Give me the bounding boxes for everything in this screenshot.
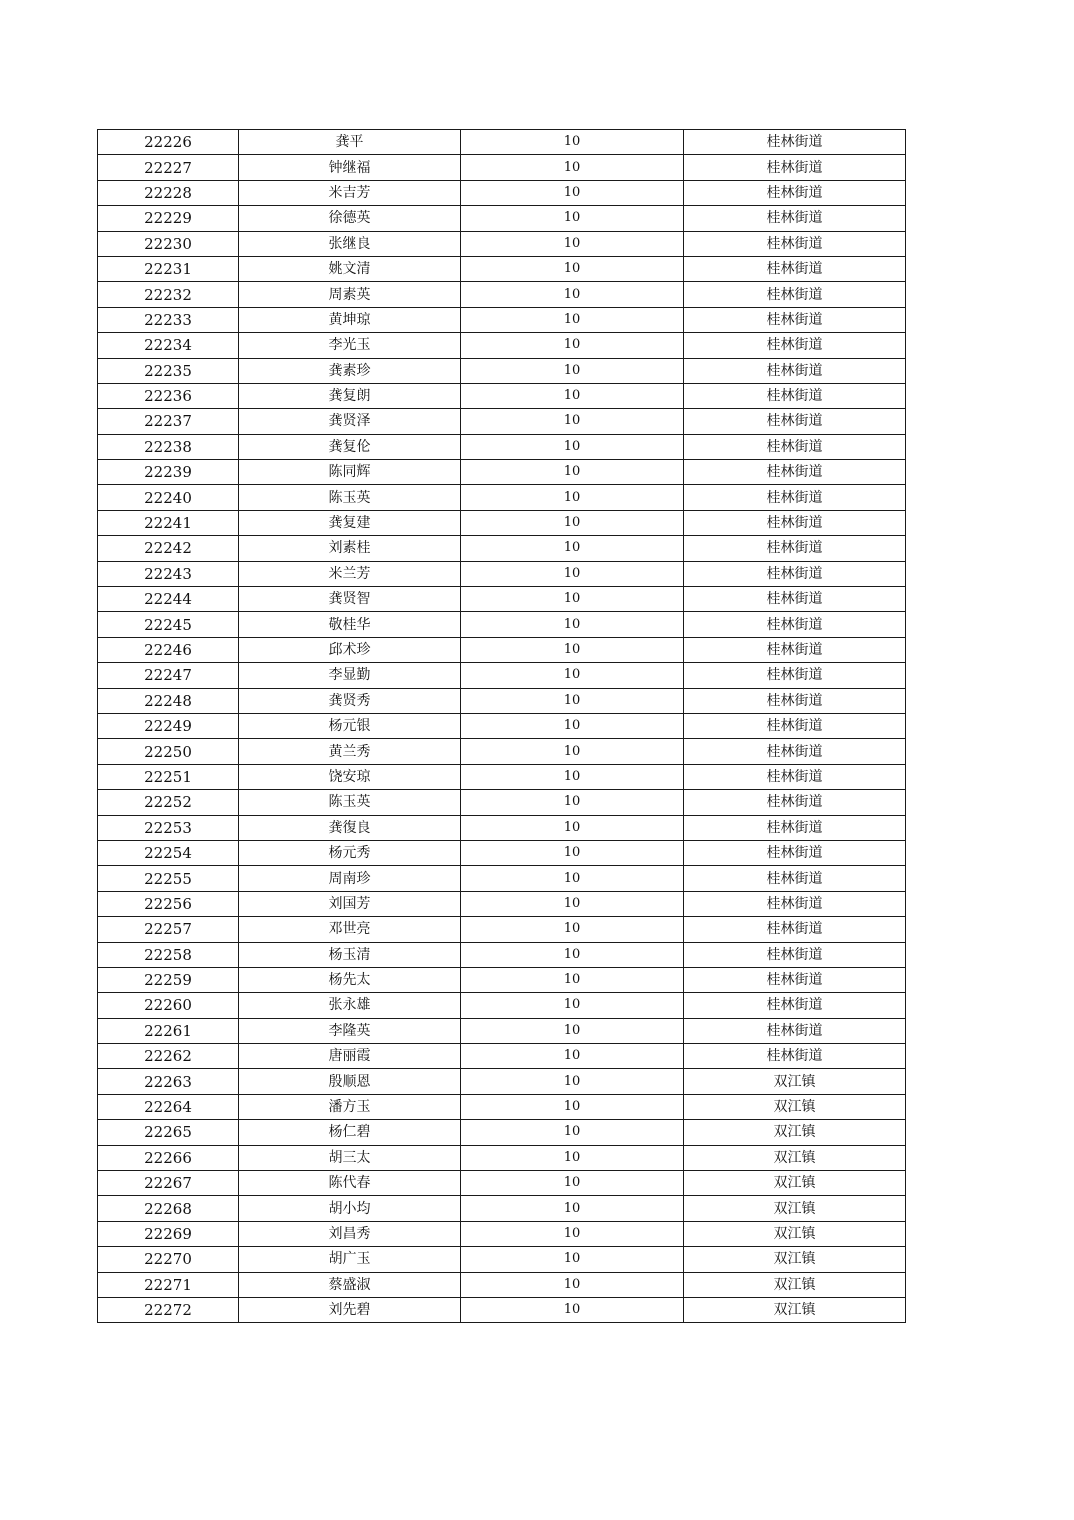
amount-cell: 10 <box>461 713 684 738</box>
person-name-cell: 胡小均 <box>239 1196 461 1221</box>
record-number-cell: 22252 <box>98 790 239 815</box>
area-cell: 双江镇 <box>684 1120 906 1145</box>
table-row <box>98 358 906 383</box>
amount-cell: 10 <box>461 282 684 307</box>
person-name-cell: 杨先太 <box>239 967 461 992</box>
table-row <box>98 764 906 789</box>
amount-cell: 10 <box>461 231 684 256</box>
amount-cell: 10 <box>461 967 684 992</box>
area-cell: 桂林街道 <box>684 637 906 662</box>
person-name-cell: 陈同辉 <box>239 460 461 485</box>
amount-cell: 10 <box>461 1120 684 1145</box>
record-number-cell: 22262 <box>98 1044 239 1069</box>
record-number-cell: 22257 <box>98 917 239 942</box>
person-name-cell: 龚贤智 <box>239 587 461 612</box>
person-name-cell: 杨元银 <box>239 713 461 738</box>
amount-cell: 10 <box>461 891 684 916</box>
person-name-cell: 龚复伦 <box>239 434 461 459</box>
table-row <box>98 891 906 916</box>
record-number-cell: 22271 <box>98 1272 239 1297</box>
person-name-cell: 刘先碧 <box>239 1297 461 1322</box>
amount-cell: 10 <box>461 739 684 764</box>
table-row <box>98 587 906 612</box>
person-name-cell: 龚復良 <box>239 815 461 840</box>
table-row <box>98 815 906 840</box>
record-number-cell: 22240 <box>98 485 239 510</box>
area-cell: 桂林街道 <box>684 282 906 307</box>
record-number-cell: 22243 <box>98 561 239 586</box>
record-number-cell: 22256 <box>98 891 239 916</box>
record-number-cell: 22231 <box>98 256 239 281</box>
area-cell: 桂林街道 <box>684 409 906 434</box>
record-number-cell: 22269 <box>98 1221 239 1246</box>
person-name-cell: 陈玉英 <box>239 790 461 815</box>
record-number-cell: 22246 <box>98 637 239 662</box>
amount-cell: 10 <box>461 485 684 510</box>
area-cell: 桂林街道 <box>684 536 906 561</box>
record-number-cell: 22247 <box>98 663 239 688</box>
amount-cell: 10 <box>461 1044 684 1069</box>
area-cell: 桂林街道 <box>684 180 906 205</box>
table-row <box>98 485 906 510</box>
area-cell: 双江镇 <box>684 1272 906 1297</box>
record-number-cell: 22244 <box>98 587 239 612</box>
table-row <box>98 1272 906 1297</box>
amount-cell: 10 <box>461 510 684 535</box>
area-cell: 双江镇 <box>684 1171 906 1196</box>
area-cell: 桂林街道 <box>684 967 906 992</box>
amount-cell: 10 <box>461 307 684 332</box>
area-cell: 桂林街道 <box>684 993 906 1018</box>
record-number-cell: 22258 <box>98 942 239 967</box>
person-name-cell: 蔡盛淑 <box>239 1272 461 1297</box>
amount-cell: 10 <box>461 840 684 865</box>
amount-cell: 10 <box>461 180 684 205</box>
record-number-cell: 22232 <box>98 282 239 307</box>
person-name-cell: 刘国芳 <box>239 891 461 916</box>
area-cell: 桂林街道 <box>684 942 906 967</box>
area-cell: 桂林街道 <box>684 333 906 358</box>
table-row <box>98 1297 906 1322</box>
record-number-cell: 22248 <box>98 688 239 713</box>
record-number-cell: 22267 <box>98 1171 239 1196</box>
table-row <box>98 663 906 688</box>
table-row <box>98 612 906 637</box>
record-number-cell: 22237 <box>98 409 239 434</box>
record-number-cell: 22259 <box>98 967 239 992</box>
area-cell: 双江镇 <box>684 1297 906 1322</box>
amount-cell: 10 <box>461 663 684 688</box>
record-number-cell: 22235 <box>98 358 239 383</box>
person-name-cell: 邓世亮 <box>239 917 461 942</box>
amount-cell: 10 <box>461 561 684 586</box>
area-cell: 双江镇 <box>684 1094 906 1119</box>
table-row <box>98 1196 906 1221</box>
table-row <box>98 1247 906 1272</box>
area-cell: 桂林街道 <box>684 485 906 510</box>
person-name-cell: 龚平 <box>239 130 461 155</box>
person-name-cell: 陈玉英 <box>239 485 461 510</box>
area-cell: 桂林街道 <box>684 866 906 891</box>
table-row <box>98 637 906 662</box>
record-number-cell: 22245 <box>98 612 239 637</box>
table-row <box>98 434 906 459</box>
amount-cell: 10 <box>461 1196 684 1221</box>
person-name-cell: 龚贤秀 <box>239 688 461 713</box>
area-cell: 双江镇 <box>684 1069 906 1094</box>
amount-cell: 10 <box>461 1272 684 1297</box>
area-cell: 双江镇 <box>684 1145 906 1170</box>
area-cell: 桂林街道 <box>684 815 906 840</box>
table-row <box>98 256 906 281</box>
record-number-cell: 22264 <box>98 1094 239 1119</box>
person-name-cell: 龚素珍 <box>239 358 461 383</box>
person-name-cell: 李显勤 <box>239 663 461 688</box>
person-name-cell: 米吉芳 <box>239 180 461 205</box>
record-number-cell: 22266 <box>98 1145 239 1170</box>
table-row <box>98 866 906 891</box>
area-cell: 桂林街道 <box>684 1018 906 1043</box>
amount-cell: 10 <box>461 917 684 942</box>
area-cell: 双江镇 <box>684 1196 906 1221</box>
amount-cell: 10 <box>461 383 684 408</box>
record-number-cell: 22261 <box>98 1018 239 1043</box>
amount-cell: 10 <box>461 536 684 561</box>
amount-cell: 10 <box>461 1171 684 1196</box>
area-cell: 桂林街道 <box>684 1044 906 1069</box>
area-cell: 桂林街道 <box>684 917 906 942</box>
person-name-cell: 龚复朗 <box>239 383 461 408</box>
table-row <box>98 688 906 713</box>
person-name-cell: 杨玉清 <box>239 942 461 967</box>
person-name-cell: 张永雄 <box>239 993 461 1018</box>
amount-cell: 10 <box>461 1145 684 1170</box>
person-name-cell: 敬桂华 <box>239 612 461 637</box>
area-cell: 桂林街道 <box>684 434 906 459</box>
record-number-cell: 22270 <box>98 1247 239 1272</box>
record-number-cell: 22239 <box>98 460 239 485</box>
person-name-cell: 周素英 <box>239 282 461 307</box>
person-name-cell: 张继良 <box>239 231 461 256</box>
area-cell: 桂林街道 <box>684 612 906 637</box>
record-number-cell: 22241 <box>98 510 239 535</box>
table-row <box>98 536 906 561</box>
area-cell: 桂林街道 <box>684 130 906 155</box>
record-number-cell: 22242 <box>98 536 239 561</box>
person-name-cell: 黄兰秀 <box>239 739 461 764</box>
record-number-cell: 22238 <box>98 434 239 459</box>
table-row <box>98 206 906 231</box>
area-cell: 桂林街道 <box>684 764 906 789</box>
amount-cell: 10 <box>461 155 684 180</box>
record-number-cell: 22250 <box>98 739 239 764</box>
person-name-cell: 徐德英 <box>239 206 461 231</box>
amount-cell: 10 <box>461 1018 684 1043</box>
amount-cell: 10 <box>461 1094 684 1119</box>
table-row <box>98 282 906 307</box>
record-number-cell: 22236 <box>98 383 239 408</box>
table-row <box>98 561 906 586</box>
record-number-cell: 22265 <box>98 1120 239 1145</box>
record-number-cell: 22249 <box>98 713 239 738</box>
record-number-cell: 22228 <box>98 180 239 205</box>
person-name-cell: 刘昌秀 <box>239 1221 461 1246</box>
person-name-cell: 陈代春 <box>239 1171 461 1196</box>
table-row <box>98 1171 906 1196</box>
record-number-cell: 22260 <box>98 993 239 1018</box>
record-number-cell: 22251 <box>98 764 239 789</box>
table-row <box>98 917 906 942</box>
table-row <box>98 1120 906 1145</box>
person-name-cell: 黄坤琼 <box>239 307 461 332</box>
person-name-cell: 刘素桂 <box>239 536 461 561</box>
record-number-cell: 22263 <box>98 1069 239 1094</box>
record-number-cell: 22226 <box>98 130 239 155</box>
amount-cell: 10 <box>461 333 684 358</box>
person-name-cell: 殷顺恩 <box>239 1069 461 1094</box>
data-table <box>97 129 906 1323</box>
amount-cell: 10 <box>461 688 684 713</box>
area-cell: 桂林街道 <box>684 206 906 231</box>
area-cell: 桂林街道 <box>684 891 906 916</box>
record-number-cell: 22268 <box>98 1196 239 1221</box>
amount-cell: 10 <box>461 409 684 434</box>
amount-cell: 10 <box>461 1069 684 1094</box>
amount-cell: 10 <box>461 358 684 383</box>
area-cell: 桂林街道 <box>684 663 906 688</box>
record-number-cell: 22255 <box>98 866 239 891</box>
person-name-cell: 李隆英 <box>239 1018 461 1043</box>
amount-cell: 10 <box>461 206 684 231</box>
person-name-cell: 周南珍 <box>239 866 461 891</box>
person-name-cell: 龚复建 <box>239 510 461 535</box>
person-name-cell: 龚贤泽 <box>239 409 461 434</box>
amount-cell: 10 <box>461 256 684 281</box>
table-row <box>98 460 906 485</box>
area-cell: 桂林街道 <box>684 358 906 383</box>
person-name-cell: 唐丽霞 <box>239 1044 461 1069</box>
area-cell: 桂林街道 <box>684 231 906 256</box>
table-row <box>98 130 906 155</box>
table-row <box>98 1221 906 1246</box>
area-cell: 桂林街道 <box>684 307 906 332</box>
table-row <box>98 231 906 256</box>
table-row <box>98 1044 906 1069</box>
area-cell: 桂林街道 <box>684 155 906 180</box>
area-cell: 桂林街道 <box>684 790 906 815</box>
area-cell: 桂林街道 <box>684 688 906 713</box>
person-name-cell: 钟继福 <box>239 155 461 180</box>
record-number-cell: 22234 <box>98 333 239 358</box>
table-row <box>98 1069 906 1094</box>
person-name-cell: 姚文清 <box>239 256 461 281</box>
amount-cell: 10 <box>461 587 684 612</box>
amount-cell: 10 <box>461 130 684 155</box>
table-row <box>98 993 906 1018</box>
person-name-cell: 李光玉 <box>239 333 461 358</box>
table-row <box>98 155 906 180</box>
table-row <box>98 840 906 865</box>
person-name-cell: 潘方玉 <box>239 1094 461 1119</box>
person-name-cell: 杨仁碧 <box>239 1120 461 1145</box>
table-row <box>98 383 906 408</box>
person-name-cell: 胡三太 <box>239 1145 461 1170</box>
record-number-cell: 22272 <box>98 1297 239 1322</box>
amount-cell: 10 <box>461 993 684 1018</box>
person-name-cell: 胡广玉 <box>239 1247 461 1272</box>
person-name-cell: 邱术珍 <box>239 637 461 662</box>
table-body <box>98 130 906 1323</box>
table-row <box>98 1145 906 1170</box>
area-cell: 桂林街道 <box>684 561 906 586</box>
record-number-cell: 22230 <box>98 231 239 256</box>
area-cell: 桂林街道 <box>684 713 906 738</box>
amount-cell: 10 <box>461 1247 684 1272</box>
area-cell: 桂林街道 <box>684 587 906 612</box>
table-row <box>98 1094 906 1119</box>
amount-cell: 10 <box>461 612 684 637</box>
amount-cell: 10 <box>461 637 684 662</box>
area-cell: 双江镇 <box>684 1221 906 1246</box>
record-number-cell: 22227 <box>98 155 239 180</box>
table-row <box>98 790 906 815</box>
area-cell: 桂林街道 <box>684 383 906 408</box>
amount-cell: 10 <box>461 790 684 815</box>
table-row <box>98 1018 906 1043</box>
table-row <box>98 739 906 764</box>
record-number-cell: 22233 <box>98 307 239 332</box>
amount-cell: 10 <box>461 1297 684 1322</box>
table-row <box>98 333 906 358</box>
amount-cell: 10 <box>461 1221 684 1246</box>
area-cell: 桂林街道 <box>684 739 906 764</box>
table-row <box>98 510 906 535</box>
person-name-cell: 饶安琼 <box>239 764 461 789</box>
record-number-cell: 22229 <box>98 206 239 231</box>
table-row <box>98 967 906 992</box>
amount-cell: 10 <box>461 942 684 967</box>
amount-cell: 10 <box>461 434 684 459</box>
area-cell: 双江镇 <box>684 1247 906 1272</box>
area-cell: 桂林街道 <box>684 840 906 865</box>
amount-cell: 10 <box>461 866 684 891</box>
person-name-cell: 米兰芳 <box>239 561 461 586</box>
table-row <box>98 307 906 332</box>
record-number-cell: 22254 <box>98 840 239 865</box>
area-cell: 桂林街道 <box>684 510 906 535</box>
record-number-cell: 22253 <box>98 815 239 840</box>
table-row <box>98 180 906 205</box>
table-row <box>98 713 906 738</box>
amount-cell: 10 <box>461 460 684 485</box>
table-row <box>98 942 906 967</box>
amount-cell: 10 <box>461 815 684 840</box>
amount-cell: 10 <box>461 764 684 789</box>
person-name-cell: 杨元秀 <box>239 840 461 865</box>
area-cell: 桂林街道 <box>684 256 906 281</box>
table-row <box>98 409 906 434</box>
area-cell: 桂林街道 <box>684 460 906 485</box>
